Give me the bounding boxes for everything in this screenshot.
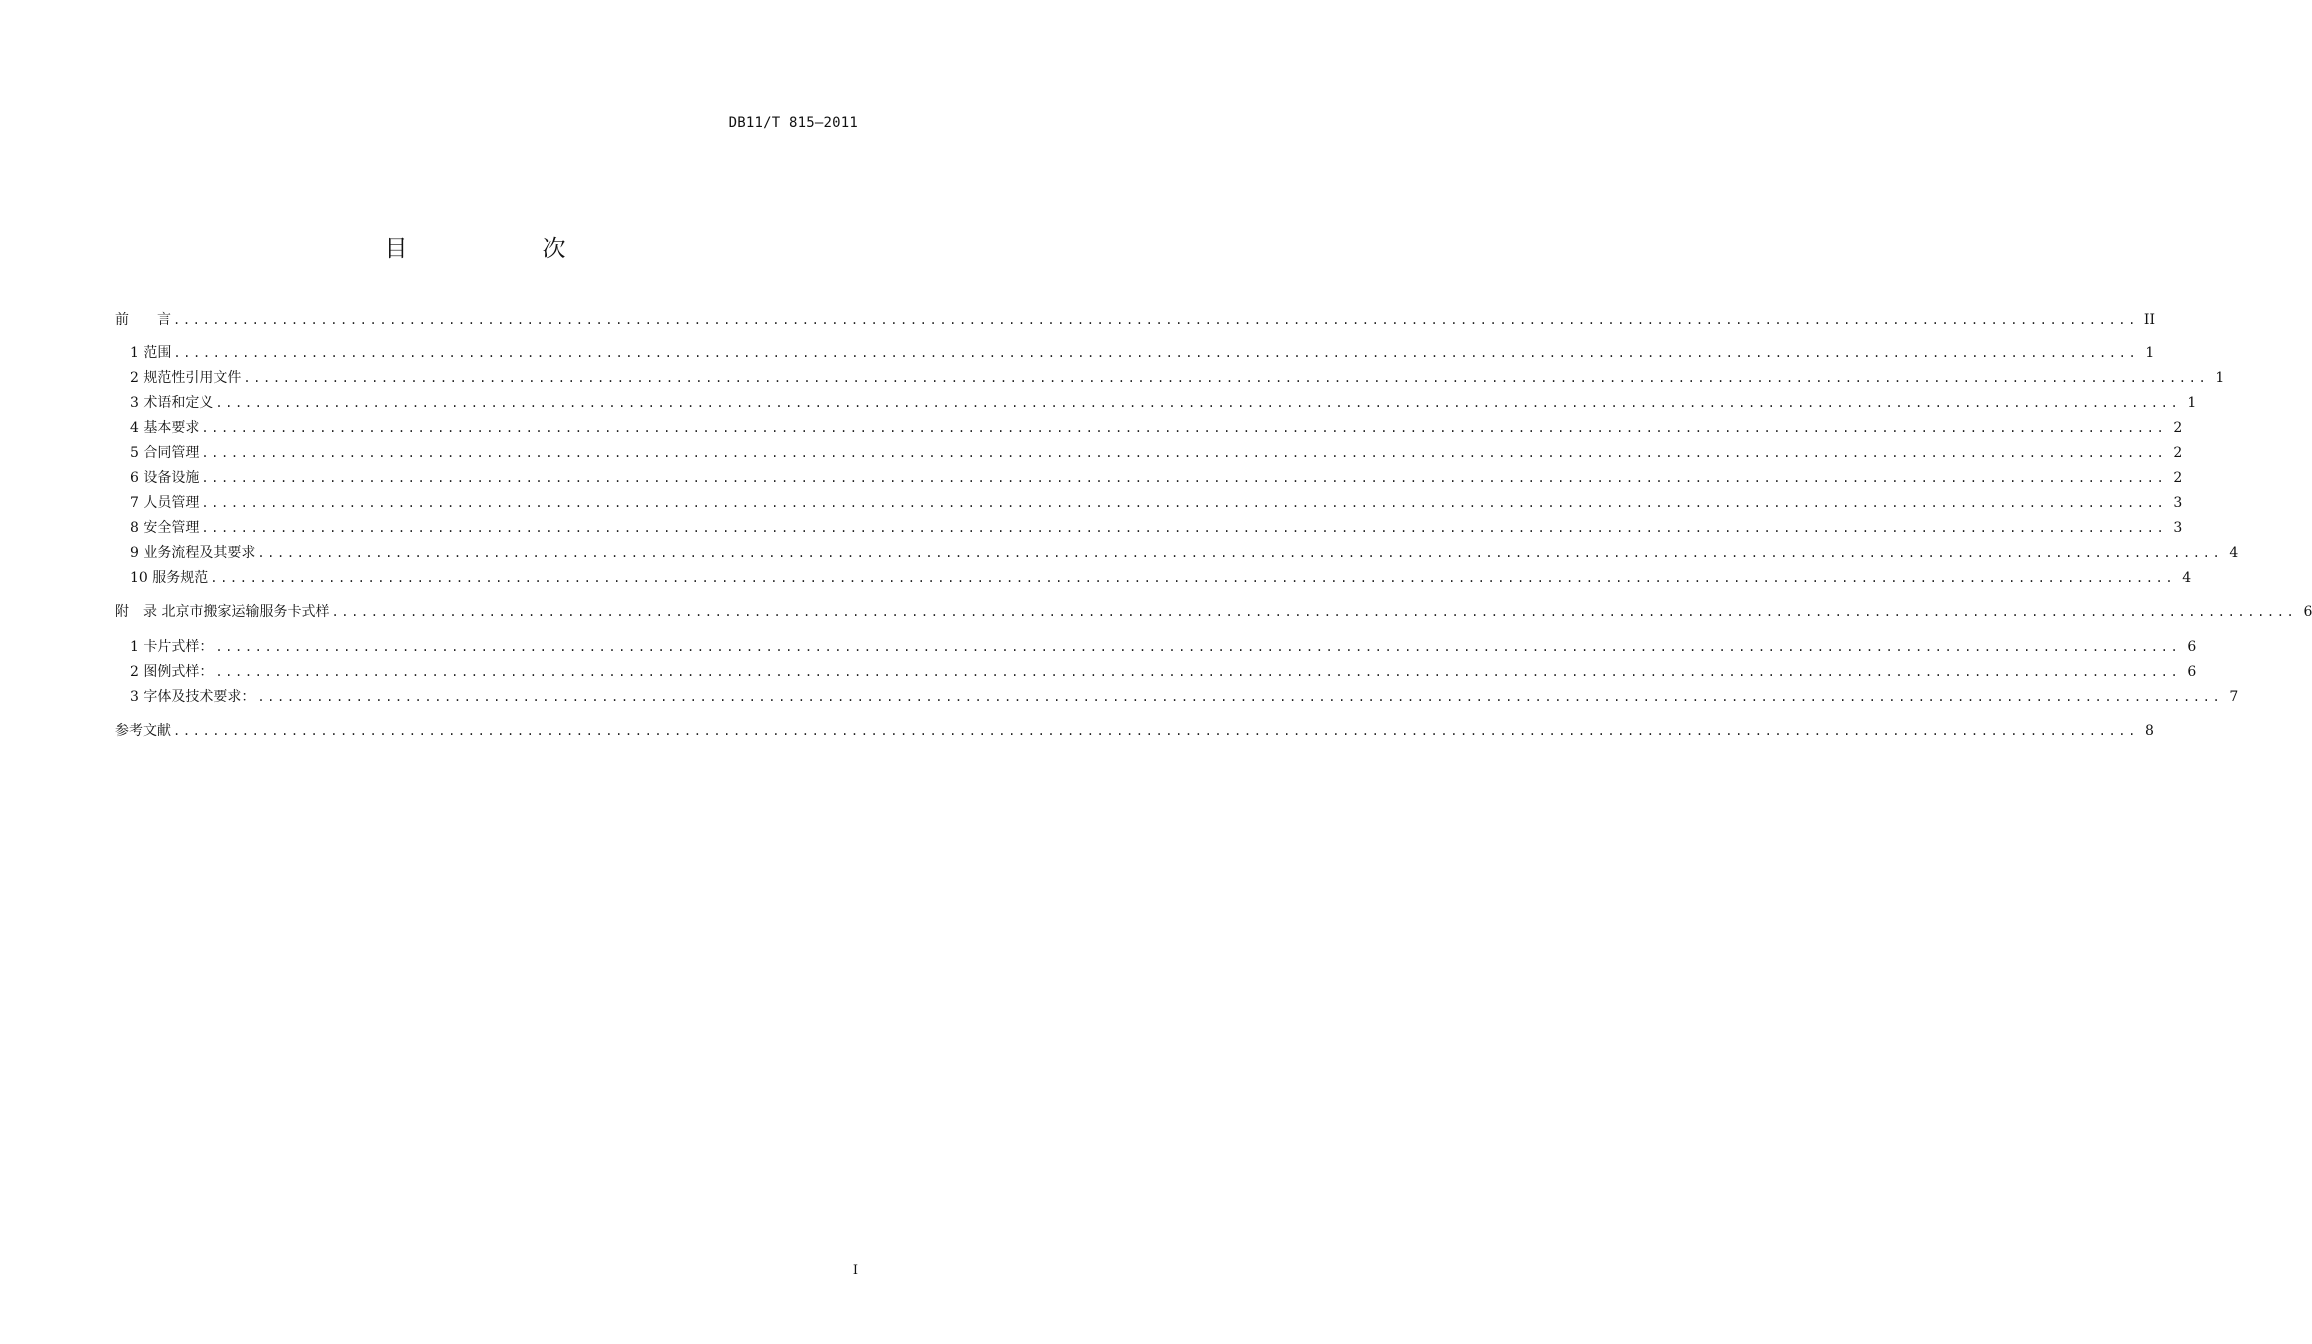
toc-entry-font-technical-requirements[interactable]	[115, 687, 2239, 707]
toc-entry-label: 1 范围	[130, 345, 172, 361]
page-number: I	[852, 1263, 858, 1278]
toc-leader-dots: ........................................................................................................................................................................................................	[257, 546, 2223, 560]
toc-entry-label: 1 卡片式样：	[130, 639, 214, 655]
toc-entry-page: II	[2143, 312, 2155, 328]
toc-leader-dots: ........................................................................................................................................................................................................	[201, 471, 2167, 485]
toc-leader-dots: ........................................................................................................................................................................................................	[173, 346, 2139, 360]
toc-leader-dots: ........................................................................................................................................................................................................	[201, 496, 2167, 510]
toc-leader-dots: ........................................................................................................................................................................................................	[215, 396, 2181, 410]
toc-leader-dots: ........................................................................................................................................................................................................	[331, 605, 2297, 619]
toc-entry-foreword[interactable]	[115, 310, 2155, 330]
toc-entry-page: 1	[2145, 345, 2155, 361]
toc-leader-dots: ........................................................................................................................................................................................................	[201, 446, 2167, 460]
toc-entry-page: 7	[2229, 689, 2239, 705]
toc-entry-appendix[interactable]	[115, 602, 2312, 622]
toc-entry-business-process[interactable]	[115, 543, 2239, 563]
toc-entry-contract-management[interactable]	[115, 443, 2183, 463]
toc-entry-label: 8 安全管理	[130, 520, 200, 536]
toc-entry-label: 3 字体及技术要求：	[130, 689, 256, 705]
toc-entry-label: 附 录 北京市搬家运输服务卡式样	[115, 604, 330, 620]
toc-leader-dots: ........................................................................................................................................................................................................	[215, 665, 2181, 679]
toc-entry-normative-references[interactable]	[115, 368, 2225, 388]
toc-leader-dots: ........................................................................................................................................................................................................	[173, 724, 2138, 738]
toc-entry-page: 4	[2229, 545, 2239, 561]
toc-leader-dots: ........................................................................................................................................................................................................	[173, 313, 2138, 327]
toc-entry-page: 6	[2303, 604, 2312, 620]
toc-leader-dots: ........................................................................................................................................................................................................	[210, 571, 2176, 585]
toc-entry-label: 2 图例式样：	[130, 664, 214, 680]
toc-entry-label: 9 业务流程及其要求	[130, 545, 256, 561]
toc-entry-page: 4	[2182, 570, 2192, 586]
toc-entry-label: 参考文献	[115, 723, 171, 739]
toc-entry-page: 1	[2187, 395, 2197, 411]
toc-entry-label: 10 服务规范	[130, 570, 209, 586]
toc-entry-label: 6 设备设施	[130, 470, 200, 486]
toc-entry-terms-definitions[interactable]	[115, 393, 2197, 413]
toc-leader-dots: ........................................................................................................................................................................................................	[215, 640, 2181, 654]
toc-entry-page: 1	[2215, 370, 2225, 386]
toc-entry-page: 3	[2173, 520, 2183, 536]
toc-leader-dots: ........................................................................................................................................................................................................	[201, 521, 2167, 535]
toc-entry-card-style[interactable]	[115, 637, 2197, 657]
toc-leader-dots: ........................................................................................................................................................................................................	[243, 371, 2209, 385]
toc-entry-page: 6	[2187, 664, 2197, 680]
toc-entry-personnel-management[interactable]	[115, 493, 2183, 513]
toc-entry-page: 2	[2173, 420, 2183, 436]
toc-entry-references[interactable]	[115, 721, 2154, 741]
toc-entry-equipment-facilities[interactable]	[115, 468, 2183, 488]
document-code: DB11/T 815—2011	[728, 115, 858, 131]
toc-entry-page: 3	[2173, 495, 2183, 511]
toc-leader-dots: ........................................................................................................................................................................................................	[201, 421, 2167, 435]
toc-entry-page: 8	[2145, 723, 2154, 739]
toc-entry-scope[interactable]	[115, 343, 2155, 363]
toc-entry-basic-requirements[interactable]	[115, 418, 2183, 438]
toc-entry-label: 2 规范性引用文件	[130, 370, 242, 386]
toc-entry-page: 6	[2187, 639, 2197, 655]
page-title: 目 次	[384, 236, 622, 262]
toc-entry-legend-style[interactable]	[115, 662, 2197, 682]
toc-entry-page: 2	[2173, 470, 2183, 486]
toc-leader-dots: ........................................................................................................................................................................................................	[257, 690, 2223, 704]
toc-entry-label: 5 合同管理	[130, 445, 200, 461]
toc-entry-page: 2	[2173, 445, 2183, 461]
toc-entry-service-specification[interactable]	[115, 568, 2192, 588]
toc-entry-label: 7 人员管理	[130, 495, 200, 511]
toc-entry-label: 4 基本要求	[130, 420, 200, 436]
toc-entry-label: 3 术语和定义	[130, 395, 214, 411]
toc-entry-label: 前 言	[115, 312, 171, 328]
toc-entry-safety-management[interactable]	[115, 518, 2183, 538]
